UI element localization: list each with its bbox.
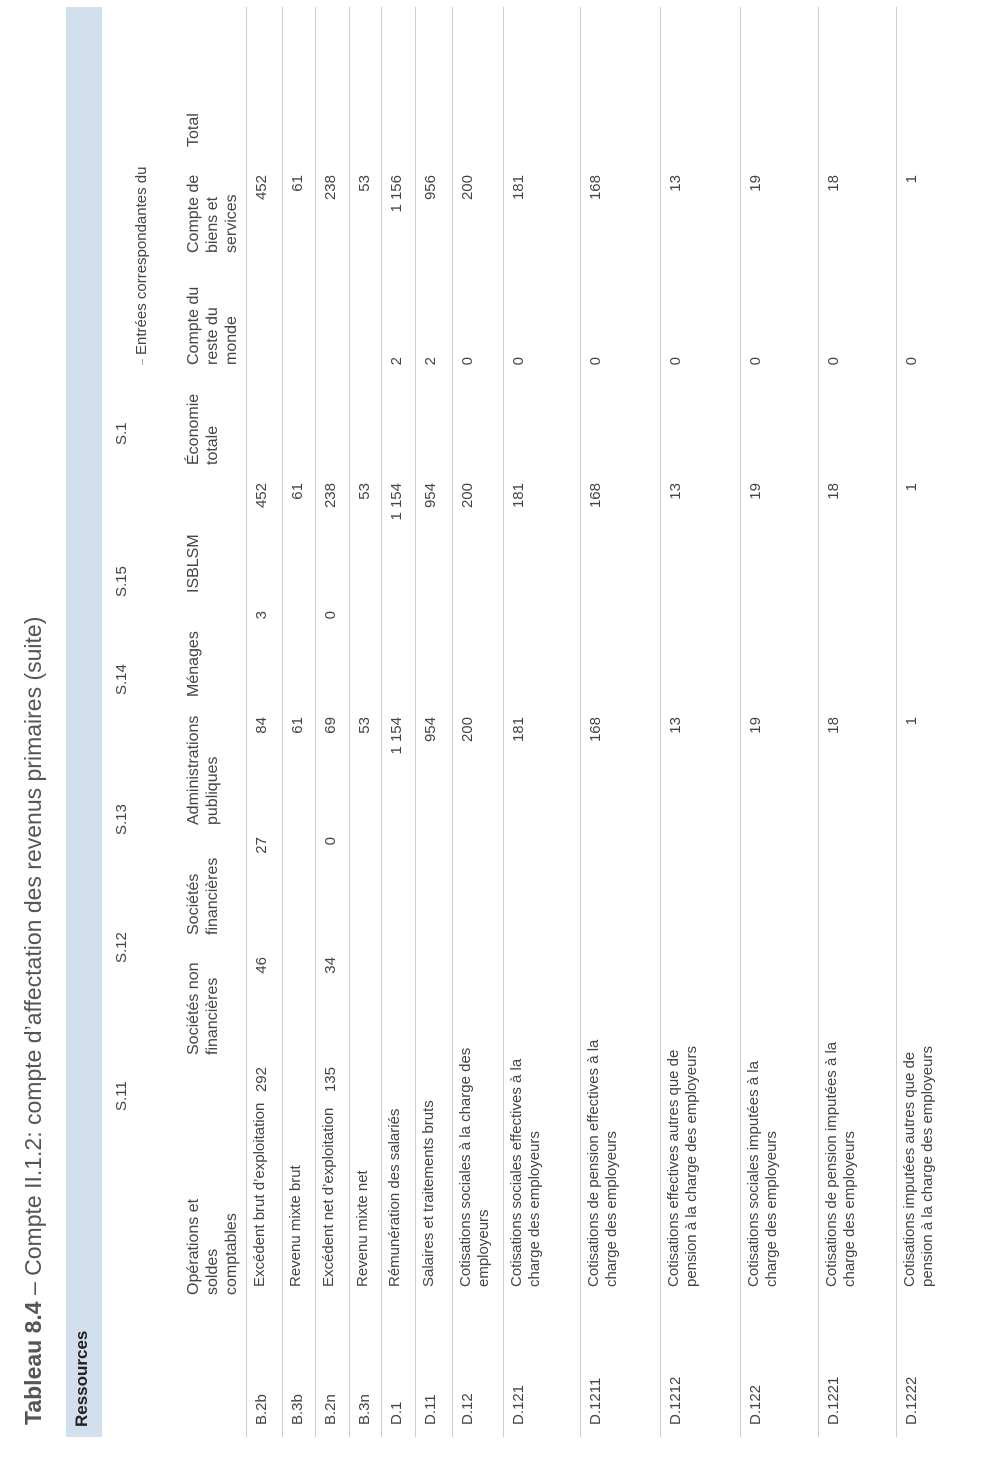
cell-total: 181 bbox=[510, 175, 527, 201]
cell-rdm: 0 bbox=[903, 357, 920, 366]
cell-total: 1 156 bbox=[388, 175, 405, 213]
cell-s1: 168 bbox=[587, 483, 604, 509]
cell-s14: 200 bbox=[459, 717, 476, 743]
cell-total: 452 bbox=[253, 175, 270, 201]
sector-code: S.11 bbox=[113, 1081, 130, 1111]
cell-s1: 238 bbox=[322, 483, 339, 509]
cell-rdm: 0 bbox=[510, 357, 527, 366]
cell-s14: 19 bbox=[747, 717, 764, 734]
cell-s12: 46 bbox=[253, 957, 270, 974]
row-label: Excédent brut d’exploitation bbox=[251, 1102, 268, 1287]
row-code: D.12 bbox=[459, 1393, 476, 1425]
cell-s1: 200 bbox=[459, 483, 476, 509]
cell-s14: 168 bbox=[587, 717, 604, 743]
col-s12: Sociétés financières bbox=[185, 857, 221, 935]
cell-s14: 69 bbox=[322, 717, 339, 734]
cell-total: 13 bbox=[667, 175, 684, 192]
col-ops: Opérations et soldes comptables bbox=[185, 1198, 240, 1295]
table-row bbox=[349, 7, 382, 1437]
table-row bbox=[503, 7, 581, 1437]
row-code: D.122 bbox=[747, 1384, 764, 1425]
cell-s14: 954 bbox=[422, 717, 439, 743]
table-title: Tableau 8.4 – Compte II.1.2: compte d’affectation des revenus primaires (suite) bbox=[20, 616, 46, 1425]
sector-code: S.15 bbox=[113, 566, 130, 597]
cell-s14: 18 bbox=[825, 717, 842, 734]
row-code: D.11 bbox=[422, 1394, 439, 1425]
section-label: Ressources bbox=[72, 1330, 91, 1427]
row-code: D.1221 bbox=[825, 1376, 842, 1425]
col-s11: Sociétés non financières bbox=[185, 962, 221, 1055]
entries-header: Entrées correspondantes du bbox=[133, 166, 150, 355]
row-code: D.1211 bbox=[587, 1377, 604, 1425]
row-label: Cotisations de pension effectives à la charge des employeurs bbox=[585, 1039, 620, 1287]
sector-code: S.13 bbox=[113, 804, 130, 835]
row-label: Revenu mixte brut bbox=[287, 1165, 304, 1287]
table-row bbox=[896, 7, 977, 1437]
col-rdm: Compte du reste du monde bbox=[185, 286, 240, 365]
row-code: B.3n bbox=[356, 1394, 373, 1425]
cell-s14: 84 bbox=[253, 717, 270, 734]
cell-s1: 954 bbox=[422, 483, 439, 509]
row-label: Excédent net d’exploitation bbox=[320, 1107, 337, 1287]
cell-s11: 292 bbox=[253, 1067, 270, 1093]
cell-s11: 135 bbox=[322, 1067, 339, 1093]
cell-total: 61 bbox=[289, 175, 306, 192]
row-code: B.3b bbox=[289, 1394, 306, 1425]
sector-code: S.14 bbox=[113, 664, 130, 695]
section-band bbox=[66, 7, 102, 1437]
table-row bbox=[452, 7, 504, 1437]
cell-s12: 34 bbox=[322, 957, 339, 974]
row-code: D.1 bbox=[388, 1401, 405, 1425]
cell-total: 18 bbox=[825, 175, 842, 192]
table-row bbox=[740, 7, 819, 1437]
divider bbox=[142, 359, 143, 365]
row-label: Revenu mixte net bbox=[354, 1170, 371, 1287]
col-s15: ISBLSM bbox=[185, 534, 202, 593]
cell-total: 168 bbox=[587, 175, 604, 201]
cell-total: 19 bbox=[747, 175, 764, 192]
cell-total: 53 bbox=[356, 175, 373, 192]
cell-rdm: 0 bbox=[587, 357, 604, 366]
table-row bbox=[282, 7, 316, 1437]
row-code: B.2n bbox=[322, 1394, 339, 1425]
cell-s14: 1 bbox=[903, 717, 920, 726]
table-row bbox=[818, 7, 897, 1437]
cell-rdm: 0 bbox=[825, 357, 842, 366]
table-row bbox=[580, 7, 661, 1437]
row-label: Cotisations sociales effectives à la charge des employeurs bbox=[508, 1058, 543, 1287]
col-s14: Ménages bbox=[185, 631, 202, 697]
row-label: Cotisations sociales imputées à la charge des employeurs bbox=[745, 1061, 780, 1287]
col-s1: Économie totale bbox=[185, 393, 221, 465]
col-total: Total bbox=[185, 113, 202, 147]
cell-s14: 61 bbox=[289, 717, 306, 734]
col-bs: Compte de biens et services bbox=[185, 174, 240, 253]
cell-s1: 13 bbox=[667, 483, 684, 500]
cell-s1: 53 bbox=[356, 483, 373, 500]
table-row bbox=[315, 7, 350, 1437]
cell-rdm: 0 bbox=[459, 357, 476, 366]
cell-s1: 1 bbox=[903, 483, 920, 492]
row-label: Rémunération des salariés bbox=[386, 1108, 403, 1287]
cell-s1: 19 bbox=[747, 483, 764, 500]
row-label: Salaires et traitements bruts bbox=[420, 1100, 437, 1287]
col-s13: Administrations publiques bbox=[185, 715, 221, 825]
cell-rdm: 2 bbox=[388, 357, 405, 366]
cell-s14: 1 154 bbox=[388, 717, 405, 755]
row-code: B.2b bbox=[253, 1394, 270, 1425]
cell-s14: 53 bbox=[356, 717, 373, 734]
row-label: Cotisations imputées autres que de pension à la charge des employeurs bbox=[901, 1046, 936, 1287]
cell-s14: 181 bbox=[510, 717, 527, 743]
cell-s1: 181 bbox=[510, 483, 527, 509]
table-row bbox=[415, 7, 453, 1437]
cell-s14: 13 bbox=[667, 717, 684, 734]
table-row bbox=[381, 7, 416, 1437]
cell-s13: 0 bbox=[322, 837, 339, 846]
cell-s1: 18 bbox=[825, 483, 842, 500]
cell-s15: 0 bbox=[322, 611, 339, 620]
table-row bbox=[660, 7, 741, 1437]
table-row bbox=[246, 7, 283, 1437]
sector-code: S.12 bbox=[113, 932, 130, 963]
cell-total: 956 bbox=[422, 175, 439, 201]
cell-rdm: 2 bbox=[422, 357, 439, 366]
cell-s1: 452 bbox=[253, 483, 270, 509]
row-code: D.1212 bbox=[667, 1376, 684, 1425]
cell-total: 1 bbox=[903, 175, 920, 184]
cell-rdm: 0 bbox=[747, 357, 764, 366]
cell-total: 238 bbox=[322, 175, 339, 201]
row-code: D.121 bbox=[510, 1384, 527, 1425]
row-code: D.1222 bbox=[903, 1376, 920, 1425]
cell-s1: 61 bbox=[289, 483, 306, 500]
cell-s15: 3 bbox=[253, 611, 270, 620]
cell-s13: 27 bbox=[253, 837, 270, 854]
row-label: Cotisations de pension imputées à la charge des employeurs bbox=[823, 1041, 858, 1287]
sector-code: S.1 bbox=[113, 422, 130, 445]
cell-s1: 1 154 bbox=[388, 483, 405, 521]
cell-rdm: 0 bbox=[667, 357, 684, 366]
cell-total: 200 bbox=[459, 175, 476, 201]
row-label: Cotisations sociales à la charge des employeurs bbox=[457, 1047, 492, 1287]
row-label: Cotisations effectives autres que de pension à la charge des employeurs bbox=[665, 1046, 700, 1287]
